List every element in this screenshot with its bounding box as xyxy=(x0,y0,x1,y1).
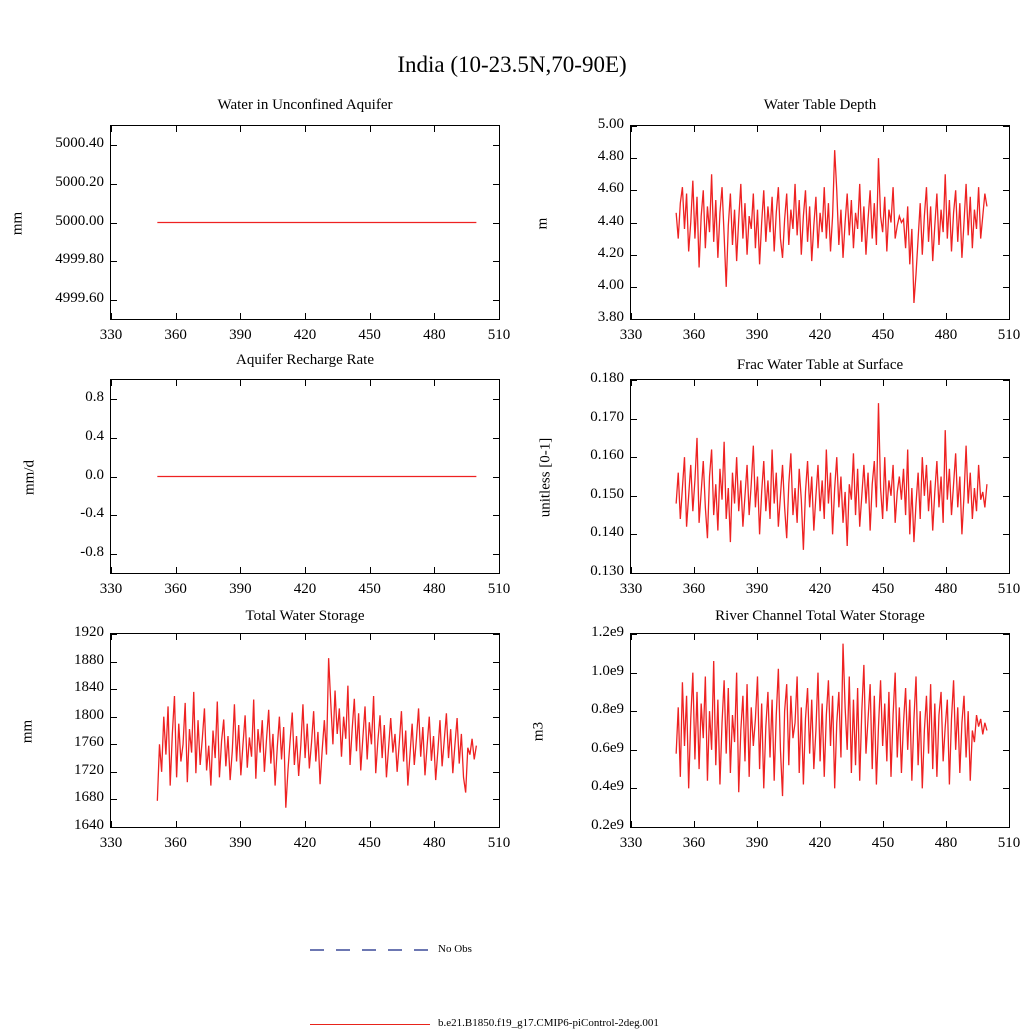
x-tick-label: 360 xyxy=(682,581,706,597)
x-tick-mark xyxy=(305,313,306,320)
data-series-line xyxy=(676,644,987,796)
y-tick-label: 0.140 xyxy=(590,524,624,541)
x-tick-mark xyxy=(631,313,632,320)
x-tick-label: 510 xyxy=(487,327,511,343)
x-tick-mark xyxy=(694,633,695,640)
x-tick-label: 360 xyxy=(164,835,187,851)
x-tick-mark xyxy=(176,567,177,574)
x-tick-label: 420 xyxy=(808,835,832,851)
x-tick-mark xyxy=(434,567,435,574)
x-tick-mark xyxy=(946,821,947,828)
y-tick-label: 0.8e9 xyxy=(591,701,624,718)
legend-obs-line xyxy=(310,944,430,956)
x-tick-mark xyxy=(883,313,884,320)
x-tick-label: 420 xyxy=(808,327,832,343)
x-tick-mark xyxy=(240,633,241,640)
y-tick-label: 0.170 xyxy=(590,408,624,425)
y-tick-mark xyxy=(1003,255,1010,256)
x-tick-mark xyxy=(305,567,306,574)
y-tick-mark xyxy=(110,554,117,555)
y-tick-mark xyxy=(630,673,637,674)
y-tick-mark xyxy=(493,223,500,224)
y-tick-mark xyxy=(630,255,637,256)
x-tick-mark xyxy=(240,567,241,574)
y-tick-mark xyxy=(630,419,637,420)
x-tick-mark xyxy=(631,379,632,386)
x-tick-mark xyxy=(370,313,371,320)
y-tick-label: 0.8 xyxy=(85,389,104,406)
x-tick-mark xyxy=(370,821,371,828)
x-tick-label: 480 xyxy=(934,581,958,597)
y-tick-mark xyxy=(110,399,117,400)
x-tick-mark xyxy=(820,633,821,640)
y-axis-label-5: m3 xyxy=(530,721,547,742)
plot-area-4 xyxy=(110,633,500,828)
y-tick-label: 0.6e9 xyxy=(591,739,624,756)
x-tick-mark xyxy=(757,821,758,828)
x-tick-mark xyxy=(820,313,821,320)
x-tick-mark xyxy=(883,633,884,640)
x-tick-label: 330 xyxy=(619,581,643,597)
x-tick-mark xyxy=(370,125,371,132)
x-tick-mark xyxy=(820,567,821,574)
x-tick-mark xyxy=(370,567,371,574)
y-axis-label-2: mm/d xyxy=(21,460,38,496)
y-tick-mark xyxy=(110,689,117,690)
x-tick-mark xyxy=(111,125,112,132)
y-tick-label: 5000.00 xyxy=(55,212,104,229)
y-tick-label: 1800 xyxy=(74,706,104,723)
plot-area-3 xyxy=(630,379,1010,574)
x-tick-mark xyxy=(305,821,306,828)
x-tick-mark xyxy=(946,567,947,574)
series-canvas-0 xyxy=(111,126,499,319)
y-tick-mark xyxy=(493,300,500,301)
y-tick-mark xyxy=(1003,190,1010,191)
x-tick-mark xyxy=(757,633,758,640)
y-tick-label: 5000.20 xyxy=(55,173,104,190)
y-tick-mark xyxy=(110,300,117,301)
x-tick-label: 420 xyxy=(293,835,317,851)
y-tick-mark xyxy=(1003,419,1010,420)
x-tick-mark xyxy=(305,633,306,640)
series-canvas-3 xyxy=(631,380,1009,573)
y-tick-mark xyxy=(493,184,500,185)
panel-title-2: Aquifer Recharge Rate xyxy=(236,352,374,368)
y-tick-mark xyxy=(493,145,500,146)
y-tick-label: 0.160 xyxy=(590,447,624,464)
y-tick-label: -0.4 xyxy=(80,505,104,522)
y-tick-label: 0.150 xyxy=(590,485,624,502)
y-tick-label: 1.2e9 xyxy=(591,624,624,640)
x-tick-label: 510 xyxy=(487,835,511,851)
y-tick-mark xyxy=(493,399,500,400)
x-tick-mark xyxy=(240,379,241,386)
y-tick-mark xyxy=(630,534,637,535)
x-tick-mark xyxy=(240,821,241,828)
x-tick-mark xyxy=(694,821,695,828)
y-tick-mark xyxy=(630,158,637,159)
x-tick-mark xyxy=(1009,567,1010,574)
x-tick-mark xyxy=(305,125,306,132)
y-tick-mark xyxy=(110,477,117,478)
x-tick-mark xyxy=(370,379,371,386)
y-axis-label-1: m xyxy=(534,217,551,230)
x-tick-label: 360 xyxy=(682,327,706,343)
x-tick-label: 420 xyxy=(293,581,317,597)
x-tick-mark xyxy=(434,633,435,640)
x-tick-mark xyxy=(499,567,500,574)
y-tick-mark xyxy=(1003,496,1010,497)
x-tick-mark xyxy=(946,633,947,640)
x-tick-mark xyxy=(176,821,177,828)
x-tick-mark xyxy=(176,379,177,386)
x-tick-mark xyxy=(176,313,177,320)
x-tick-mark xyxy=(883,567,884,574)
x-tick-mark xyxy=(757,567,758,574)
x-tick-mark xyxy=(694,379,695,386)
y-tick-mark xyxy=(110,261,117,262)
x-tick-label: 450 xyxy=(358,327,381,343)
y-tick-mark xyxy=(493,772,500,773)
y-tick-mark xyxy=(110,145,117,146)
y-tick-label: 4.80 xyxy=(597,148,624,165)
x-tick-label: 390 xyxy=(745,581,769,597)
x-tick-mark xyxy=(499,125,500,132)
x-tick-label: 480 xyxy=(934,327,958,343)
x-tick-mark xyxy=(1009,125,1010,132)
y-tick-mark xyxy=(493,744,500,745)
y-tick-mark xyxy=(1003,534,1010,535)
x-tick-label: 480 xyxy=(934,835,958,851)
y-tick-label: 0.0 xyxy=(85,466,104,483)
y-tick-mark xyxy=(1003,750,1010,751)
x-tick-label: 330 xyxy=(99,327,123,343)
plot-area-0 xyxy=(110,125,500,320)
x-tick-mark xyxy=(1009,379,1010,386)
panel-title-5: River Channel Total Water Storage xyxy=(715,608,925,624)
y-tick-label: 4999.80 xyxy=(55,251,104,268)
x-tick-mark xyxy=(631,567,632,574)
plot-area-5 xyxy=(630,633,1010,828)
x-tick-label: 450 xyxy=(358,581,381,597)
x-tick-mark xyxy=(883,821,884,828)
y-tick-mark xyxy=(630,287,637,288)
y-tick-mark xyxy=(110,717,117,718)
x-tick-label: 480 xyxy=(423,327,446,343)
y-tick-label: -0.8 xyxy=(80,543,104,560)
panel-title-3: Frac Water Table at Surface xyxy=(736,357,904,373)
x-tick-label: 420 xyxy=(293,327,317,343)
data-series-line xyxy=(676,150,987,303)
y-tick-mark xyxy=(493,438,500,439)
y-tick-label: 0.180 xyxy=(590,370,624,386)
x-tick-mark xyxy=(1009,821,1010,828)
x-tick-mark xyxy=(757,313,758,320)
y-tick-mark xyxy=(1003,287,1010,288)
x-tick-mark xyxy=(111,633,112,640)
x-tick-label: 390 xyxy=(229,327,252,343)
y-tick-label: 5.00 xyxy=(597,116,624,132)
y-tick-mark xyxy=(493,717,500,718)
x-tick-label: 360 xyxy=(164,327,187,343)
x-tick-mark xyxy=(946,125,947,132)
x-tick-mark xyxy=(240,313,241,320)
y-axis-label-3: unitless [0-1] xyxy=(537,437,554,518)
x-tick-mark xyxy=(499,379,500,386)
x-tick-mark xyxy=(176,633,177,640)
x-tick-label: 510 xyxy=(487,581,511,597)
x-tick-mark xyxy=(694,567,695,574)
y-tick-label: 0.4e9 xyxy=(591,778,624,795)
x-tick-mark xyxy=(111,821,112,828)
y-tick-mark xyxy=(1003,223,1010,224)
y-tick-mark xyxy=(110,438,117,439)
x-tick-label: 330 xyxy=(619,835,643,851)
x-tick-label: 390 xyxy=(229,835,252,851)
x-tick-mark xyxy=(111,379,112,386)
x-tick-label: 330 xyxy=(99,835,123,851)
x-tick-mark xyxy=(434,821,435,828)
y-tick-mark xyxy=(110,772,117,773)
legend-model-line xyxy=(310,1024,430,1025)
y-tick-mark xyxy=(630,788,637,789)
x-tick-mark xyxy=(631,821,632,828)
x-tick-mark xyxy=(370,633,371,640)
x-tick-mark xyxy=(499,633,500,640)
y-tick-mark xyxy=(110,184,117,185)
y-tick-mark xyxy=(630,496,637,497)
y-tick-mark xyxy=(630,223,637,224)
x-tick-label: 450 xyxy=(871,581,895,597)
y-tick-label: 0.4 xyxy=(85,427,104,444)
x-tick-label: 480 xyxy=(423,835,446,851)
x-tick-label: 510 xyxy=(997,835,1021,851)
y-tick-mark xyxy=(493,689,500,690)
x-tick-mark xyxy=(694,125,695,132)
x-tick-mark xyxy=(499,821,500,828)
x-tick-label: 360 xyxy=(164,581,187,597)
y-tick-label: 4999.60 xyxy=(55,289,104,306)
y-tick-mark xyxy=(493,662,500,663)
y-tick-mark xyxy=(110,662,117,663)
series-canvas-5 xyxy=(631,634,1009,827)
x-tick-label: 510 xyxy=(997,327,1021,343)
x-tick-label: 330 xyxy=(99,581,123,597)
x-tick-mark xyxy=(434,313,435,320)
x-tick-mark xyxy=(111,567,112,574)
y-tick-label: 1720 xyxy=(74,761,104,778)
x-tick-mark xyxy=(1009,633,1010,640)
y-tick-mark xyxy=(630,190,637,191)
x-tick-label: 390 xyxy=(745,835,769,851)
y-tick-mark xyxy=(493,515,500,516)
y-tick-mark xyxy=(110,744,117,745)
y-tick-mark xyxy=(493,477,500,478)
x-tick-mark xyxy=(305,379,306,386)
y-tick-label: 1840 xyxy=(74,679,104,696)
y-tick-mark xyxy=(1003,788,1010,789)
x-tick-mark xyxy=(1009,313,1010,320)
x-tick-mark xyxy=(434,379,435,386)
data-series-line xyxy=(157,658,476,808)
x-tick-mark xyxy=(111,313,112,320)
x-tick-mark xyxy=(240,125,241,132)
x-tick-mark xyxy=(820,821,821,828)
panel-title-0: Water in Unconfined Aquifer xyxy=(217,97,393,113)
y-tick-label: 1640 xyxy=(74,817,104,833)
y-tick-mark xyxy=(493,261,500,262)
panel-title-4: Total Water Storage xyxy=(245,608,365,624)
figure-title: India (10-23.5N,70-90E) xyxy=(397,52,627,77)
y-tick-label: 1760 xyxy=(74,734,104,751)
x-tick-mark xyxy=(946,379,947,386)
x-tick-mark xyxy=(757,379,758,386)
y-tick-label: 1.0e9 xyxy=(591,662,624,679)
y-tick-mark xyxy=(493,554,500,555)
y-tick-label: 4.60 xyxy=(597,180,624,197)
y-tick-mark xyxy=(630,457,637,458)
y-tick-mark xyxy=(110,799,117,800)
y-tick-mark xyxy=(493,799,500,800)
data-series-line xyxy=(676,403,987,550)
x-tick-mark xyxy=(631,125,632,132)
x-tick-label: 390 xyxy=(229,581,252,597)
y-tick-mark xyxy=(1003,711,1010,712)
x-tick-label: 390 xyxy=(745,327,769,343)
x-tick-label: 330 xyxy=(619,327,643,343)
y-tick-label: 4.40 xyxy=(597,212,624,229)
x-tick-mark xyxy=(946,313,947,320)
panel-title-1: Water Table Depth xyxy=(763,97,877,113)
y-tick-label: 3.80 xyxy=(597,309,624,325)
y-tick-label: 1880 xyxy=(74,651,104,668)
y-tick-label: 4.00 xyxy=(597,276,624,293)
x-tick-label: 450 xyxy=(871,327,895,343)
x-tick-mark xyxy=(631,633,632,640)
series-canvas-2 xyxy=(111,380,499,573)
x-tick-mark xyxy=(434,125,435,132)
y-tick-mark xyxy=(110,223,117,224)
y-tick-label: 1920 xyxy=(74,624,104,640)
x-tick-mark xyxy=(820,379,821,386)
series-canvas-1 xyxy=(631,126,1009,319)
legend-obs-label: No Obs xyxy=(438,943,472,955)
x-tick-mark xyxy=(883,125,884,132)
y-tick-label: 0.130 xyxy=(590,563,624,579)
y-tick-mark xyxy=(630,711,637,712)
y-tick-mark xyxy=(110,515,117,516)
x-tick-mark xyxy=(820,125,821,132)
x-tick-label: 480 xyxy=(423,581,446,597)
y-tick-label: 5000.40 xyxy=(55,135,104,152)
y-tick-mark xyxy=(1003,673,1010,674)
x-tick-mark xyxy=(694,313,695,320)
plot-area-2 xyxy=(110,379,500,574)
x-tick-label: 360 xyxy=(682,835,706,851)
y-tick-label: 4.20 xyxy=(597,244,624,261)
x-tick-label: 420 xyxy=(808,581,832,597)
x-tick-mark xyxy=(499,313,500,320)
x-tick-mark xyxy=(883,379,884,386)
series-canvas-4 xyxy=(111,634,499,827)
y-tick-label: 1680 xyxy=(74,789,104,806)
y-axis-label-0: mm xyxy=(9,211,26,236)
x-tick-label: 450 xyxy=(358,835,381,851)
legend-model-label: b.e21.B1850.f19_g17.CMIP6-piControl-2deg.001 xyxy=(438,1017,659,1029)
x-tick-mark xyxy=(176,125,177,132)
y-tick-mark xyxy=(630,750,637,751)
plot-area-1 xyxy=(630,125,1010,320)
y-tick-mark xyxy=(1003,457,1010,458)
x-tick-label: 510 xyxy=(997,581,1021,597)
y-tick-mark xyxy=(1003,158,1010,159)
y-axis-label-4: mm xyxy=(19,719,36,744)
y-tick-label: 0.2e9 xyxy=(591,817,624,833)
x-tick-mark xyxy=(757,125,758,132)
x-tick-label: 450 xyxy=(871,835,895,851)
